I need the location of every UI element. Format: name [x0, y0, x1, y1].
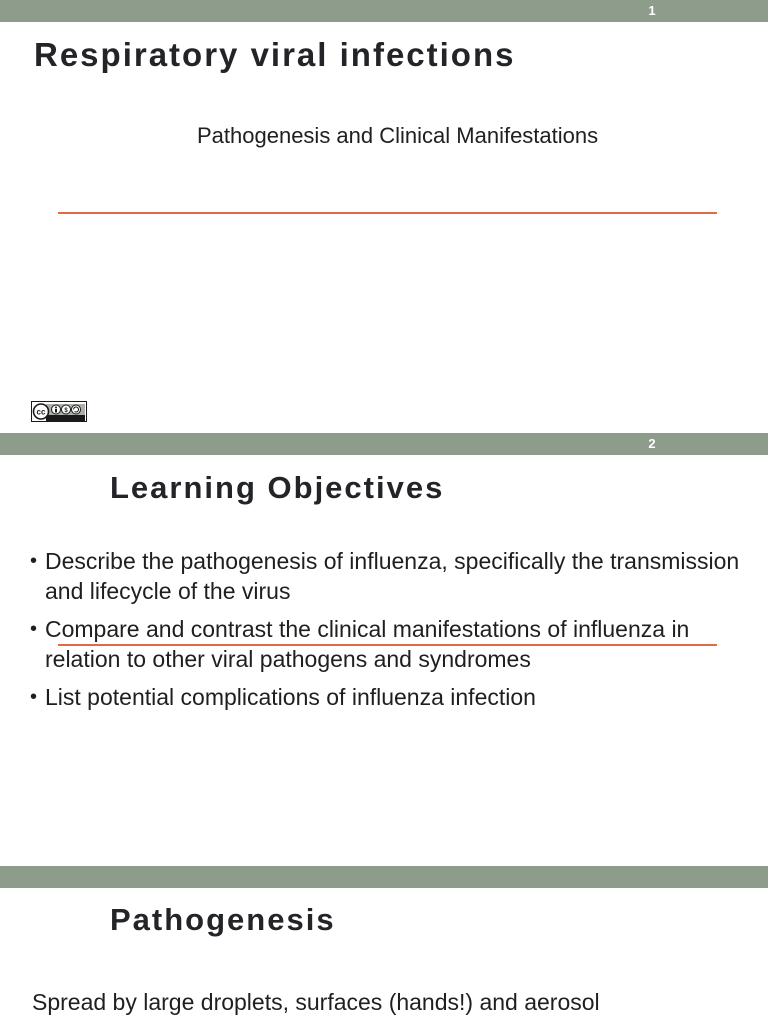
svg-text:$: $: [64, 408, 68, 414]
bullet-icon: •: [30, 550, 38, 572]
bullet-icon: •: [30, 618, 38, 640]
slide-title: Respiratory viral infections: [34, 36, 516, 73]
objective-text: Describe the pathogenesis of influenza, specifically the transmission and lifecycle of the virus: [45, 548, 740, 604]
bullet-icon: •: [30, 686, 38, 708]
slide-number: 1: [648, 3, 656, 18]
slide-header-band: [0, 866, 768, 888]
slide-2: [0, 433, 768, 866]
slide-header-band: [0, 0, 768, 22]
slide-title: Learning Objectives: [110, 470, 445, 505]
slide-title: Pathogenesis: [110, 902, 336, 937]
slide-number: 2: [648, 436, 656, 451]
learning-objectives-list: [30, 546, 750, 720]
svg-text:cc: cc: [36, 407, 46, 417]
objective-text: Compare and contrast the clinical manifestations of influenza in relation to other viral pathogens and syndromes: [45, 616, 690, 672]
objective-text: List potential complications of influenza infection: [45, 684, 536, 710]
slide-subtitle: Pathogenesis and Clinical Manifestations: [197, 123, 599, 148]
slide-1: [0, 0, 768, 433]
accent-divider: [58, 644, 717, 646]
list-item: [30, 546, 750, 606]
list-item: [30, 682, 750, 712]
slide-3: [0, 866, 768, 1024]
title-divider: [58, 212, 717, 214]
creative-commons-license-icon: [31, 401, 87, 422]
slide-header-band: [0, 433, 768, 455]
slide-body-text: Spread by large droplets, surfaces (hands!) and aerosol: [32, 989, 600, 1015]
